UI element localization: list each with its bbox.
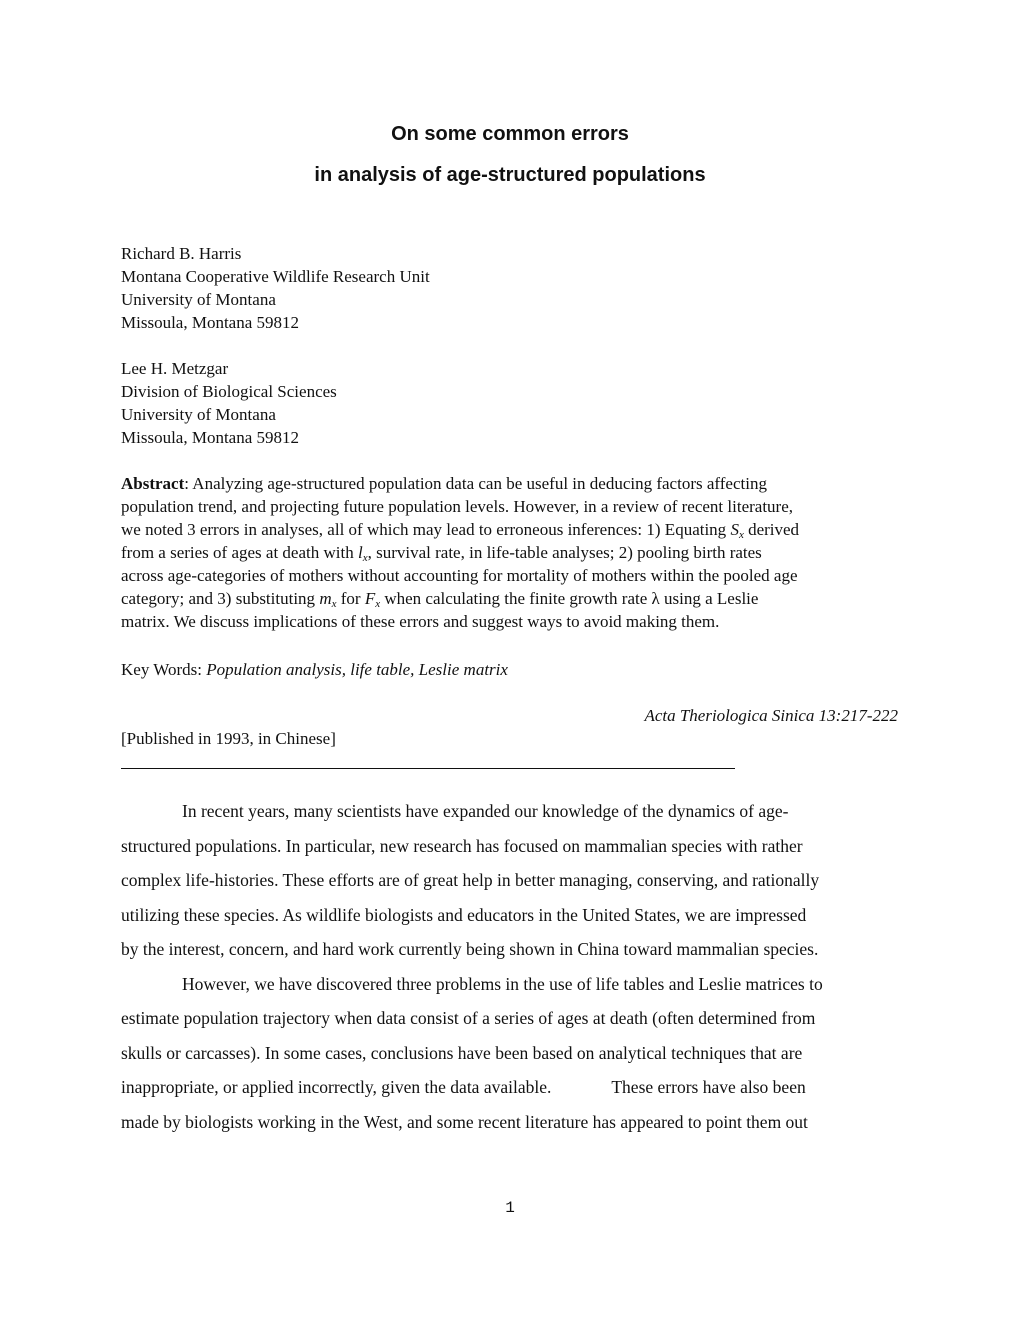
body-line: structured populations. In particular, new research has focused on mammalian species with rather (121, 835, 803, 856)
author-name: Lee H. Metzgar (121, 359, 229, 378)
math-symbol: F (364, 589, 376, 608)
abstract (121, 472, 911, 633)
page-number: 1 (505, 1199, 515, 1217)
math-subscript: x (375, 598, 381, 610)
paper-title-line-2: in analysis of age-structured populations (314, 164, 706, 186)
author-affiliation: Missoula, Montana 59812 (121, 428, 300, 447)
abstract-text: derived (743, 520, 800, 539)
author-affiliation: Division of Biological Sciences (121, 382, 337, 401)
abstract-text: from a series of ages at death with (121, 543, 358, 562)
body-line: skulls or carcasses). In some cases, conclusions have been based on analytical techniques that are (121, 1042, 803, 1063)
author-block-2 (121, 357, 337, 449)
keywords-value: Population analysis, life table, Leslie matrix (206, 660, 508, 679)
author-name: Richard B. Harris (121, 244, 242, 263)
abstract-text: matrix. We discuss implications of these errors and suggest ways to avoid making them. (121, 612, 720, 631)
body-line: In recent years, many scientists have expanded our knowledge of the dynamics of age- (182, 801, 789, 821)
journal-citation: Acta Theriologica Sinica 13:217-222 (644, 706, 898, 725)
author-affiliation: University of Montana (121, 290, 276, 309)
math-symbol: l (357, 543, 363, 562)
paper-title-line-1: On some common errors (391, 123, 629, 145)
abstract-text: category; and 3) substituting (121, 589, 320, 608)
math-subscript: x (362, 552, 368, 564)
author-affiliation: University of Montana (121, 405, 276, 424)
body-line: by the interest, concern, and hard work currently being shown in China toward mammalian species. (121, 939, 819, 959)
abstract-text: , survival rate, in life-table analyses; 2) pooling birth rates (367, 543, 762, 562)
keywords (121, 658, 508, 681)
abstract-label: Abstract (121, 474, 185, 493)
abstract-text: when calculating the finite growth rate λ using a Leslie (380, 589, 759, 608)
body-line: complex life-histories. These efforts are of great help in better managing, conserving, and rationally (121, 870, 820, 890)
author-affiliation: Missoula, Montana 59812 (121, 313, 300, 332)
math-subscript: x (331, 598, 337, 610)
body-line: inappropriate, or applied incorrectly, given the data available. (121, 1077, 552, 1097)
math-symbol: m (319, 589, 332, 608)
abstract-text: we noted 3 errors in analyses, all of which may lead to erroneous inferences: 1) Equating (121, 520, 731, 539)
abstract-text: for (336, 589, 365, 608)
body-line: These errors have also been (611, 1077, 806, 1097)
math-symbol: S (730, 520, 739, 539)
body-text (121, 794, 911, 1139)
body-line: utilizing these species. As wildlife biologists and educators in the United States, we are impressed (121, 904, 807, 925)
body-line: estimate population trajectory when data consist of a series of ages at death (often determined from (121, 1008, 816, 1028)
author-block-1 (121, 242, 430, 334)
author-affiliation: Montana Cooperative Wildlife Research Unit (121, 267, 430, 286)
abstract-text: population trend, and projecting future population levels. However, in a review of recent literature, (121, 497, 793, 516)
math-subscript: x (738, 529, 744, 541)
publication-note: [Published in 1993, in Chinese] (121, 729, 336, 748)
keywords-label: Key Words: (121, 660, 207, 679)
abstract-text: : Analyzing age-structured population data can be useful in deducing factors affecting (184, 474, 767, 493)
section-divider (121, 768, 735, 769)
abstract-text: across age-categories of mothers without accounting for mortality of mothers within the pooled age (121, 566, 798, 585)
body-line: However, we have discovered three problems in the use of life tables and Leslie matrices to (182, 973, 823, 994)
body-line: made by biologists working in the West, and some recent literature has appeared to point them out (121, 1111, 808, 1132)
